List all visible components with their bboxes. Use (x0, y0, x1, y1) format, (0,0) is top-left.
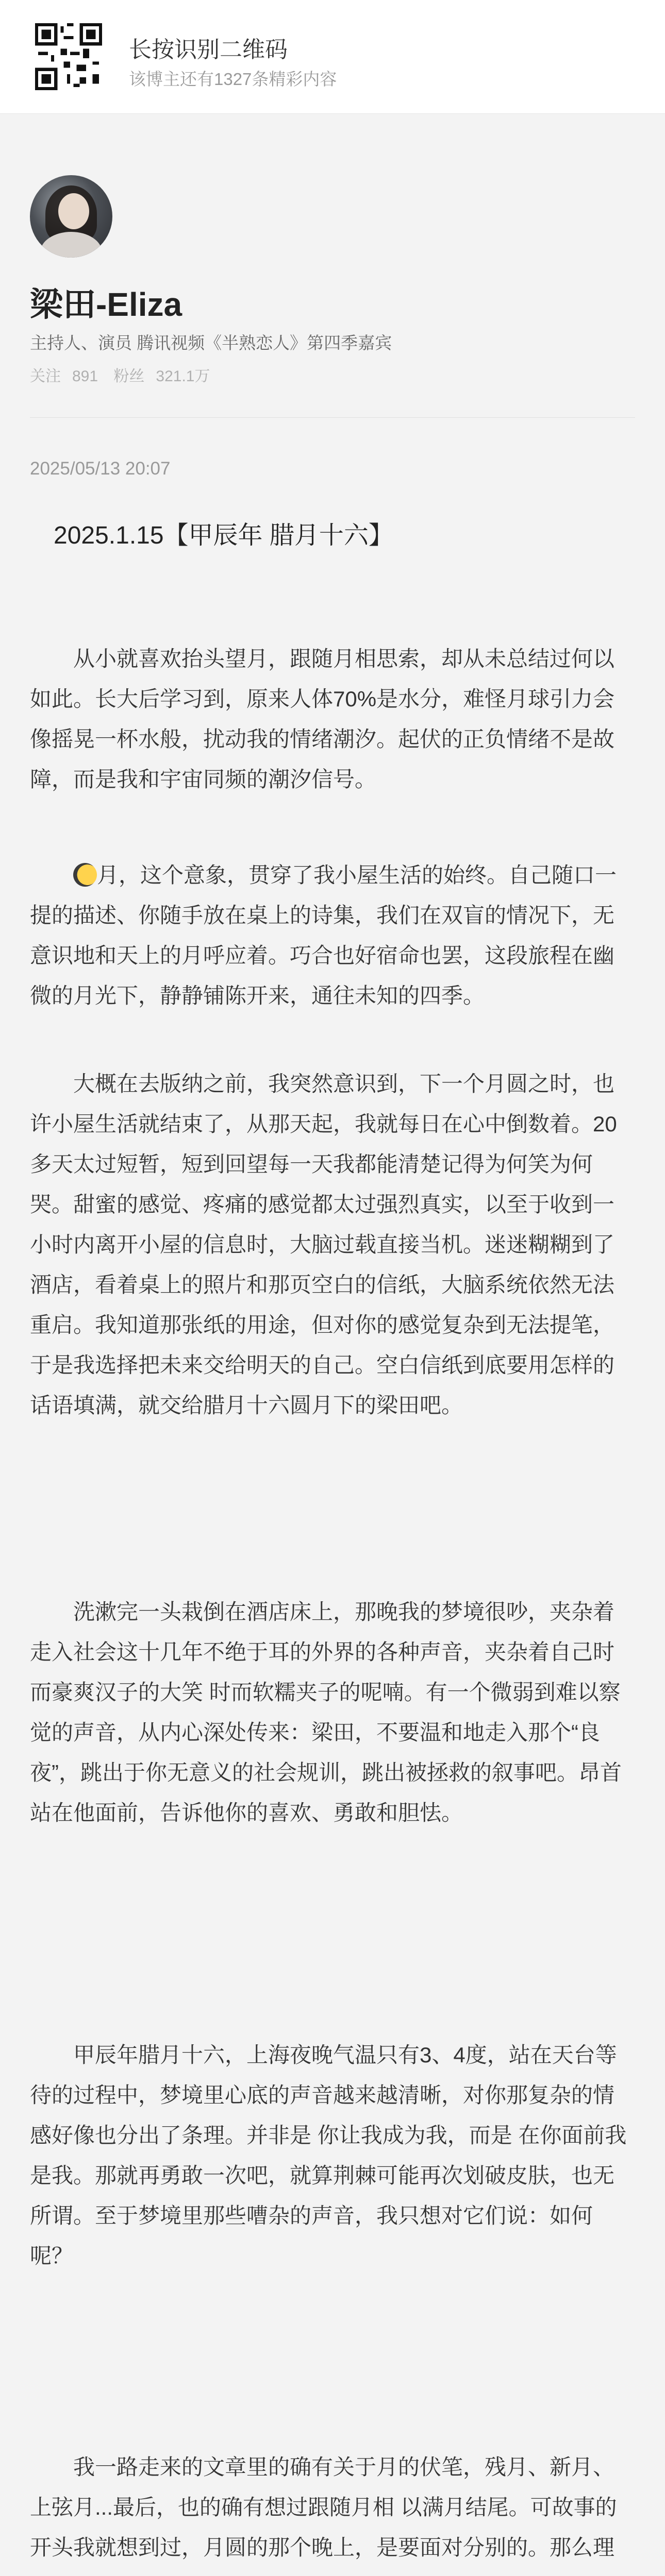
divider (30, 417, 635, 418)
post-paragraph-6: 我一路走来的文章里的确有关于月的伏笔，残月、新月、上弦月...最后，也的确有想过跟随月相 以满月结尾。可故事的开头我就想到过，月圆的那个晚上，是要面对分别的。那么理 (30, 2455, 617, 2560)
follow-count: 891 (72, 368, 98, 385)
post-time: 2025/05/13 20:07 (30, 459, 171, 479)
banner-subtitle: 该博主还有1327条精彩内容 (129, 70, 337, 89)
fans-label: 粉丝 (113, 368, 145, 385)
post-paragraph-1: 从小就喜欢抬头望月，跟随月相思索，却从未总结过何以如此。长大后学习到，原来人体70%是水分，难怪月球引力会像摇晃一杯水般，扰动我的情绪潮汐。起伏的正负情绪不是故障，而是我和宇宙同频的潮汐信号。 (30, 647, 615, 791)
post-paragraph-5: 甲辰年腊月十六，上海夜晚气温只有3、4度，站在天台等待的过程中，梦境里心底的声音越来越清晰，对你那复杂的情感好像也分出了条理。并非是 你让我成为我，而是 在你面前我是我。那就再勇敢一次吧，就算荆棘可能再次划破皮肤，也无所谓。至于梦境里那些嘈杂的声音，我只想对它们说：如何呢？ (30, 2043, 627, 2268)
banner-title: 长按识别二维码 (129, 37, 288, 62)
post-date-line: 2025.1.15【甲辰年 腊月十六】 (54, 522, 393, 549)
fans-count: 321.1万 (156, 368, 210, 385)
qr-code-icon[interactable] (30, 18, 107, 95)
post-paragraph-4: 洗漱完一头栽倒在酒店床上，那晚我的梦境很吵，夹杂着走入社会这十几年不绝于耳的外界的各种声音，夹杂着自己时而豪爽汉子的大笑 时而软糯夹子的呢喃。有一个微弱到难以察觉的声音，从内心深处传来：梁田，不要温和地走入那个“良夜”，跳出于你无意义的社会规训，跳出被拯救的叙事吧。昂首站在他面前，告诉他你的喜欢、勇敢和胆怯。 (30, 1600, 622, 1825)
post-paragraph-3: 大概在去版纳之前，我突然意识到，下一个月圆之时，也许小屋生活就结束了，从那天起，我就每日在心中倒数着。20多天太过短暂，短到回望每一天我都能清楚记得为何笑为何哭。甜蜜的感觉、疼痛的感觉都太过强烈真实，以至于收到一小时内离开小屋的信息时，大脑过载直接当机。迷迷糊糊到了酒店，看着桌上的照片和那页空白的信纸，大脑系统依然无法重启。我知道那张纸的用途，但对你的感觉复杂到无法提笔，于是我选择把未来交给明天的自己。空白信纸到底要用怎样的话语填满，就交给腊月十六圆月下的梁田吧。 (30, 1072, 617, 1417)
follow-label: 关注 (30, 368, 61, 385)
qr-banner (0, 0, 665, 114)
author-stats (30, 363, 221, 386)
author-name[interactable]: 梁田-Eliza (30, 286, 182, 323)
author-bio: 主持人、演员 腾讯视频《半熟恋人》第四季嘉宾 (30, 333, 392, 352)
avatar[interactable] (30, 175, 112, 258)
post-paragraph-2: 月，这个意象，贯穿了我小屋生活的始终。自己随口一提的描述、你随手放在桌上的诗集，我们在双盲的情况下，无意识地和天上的月呼应着。巧合也好宿命也罢，这段旅程在幽微的月光下，静静铺陈开来，通往未知的四季。 (30, 863, 617, 1008)
crescent-moon-icon (73, 863, 97, 887)
